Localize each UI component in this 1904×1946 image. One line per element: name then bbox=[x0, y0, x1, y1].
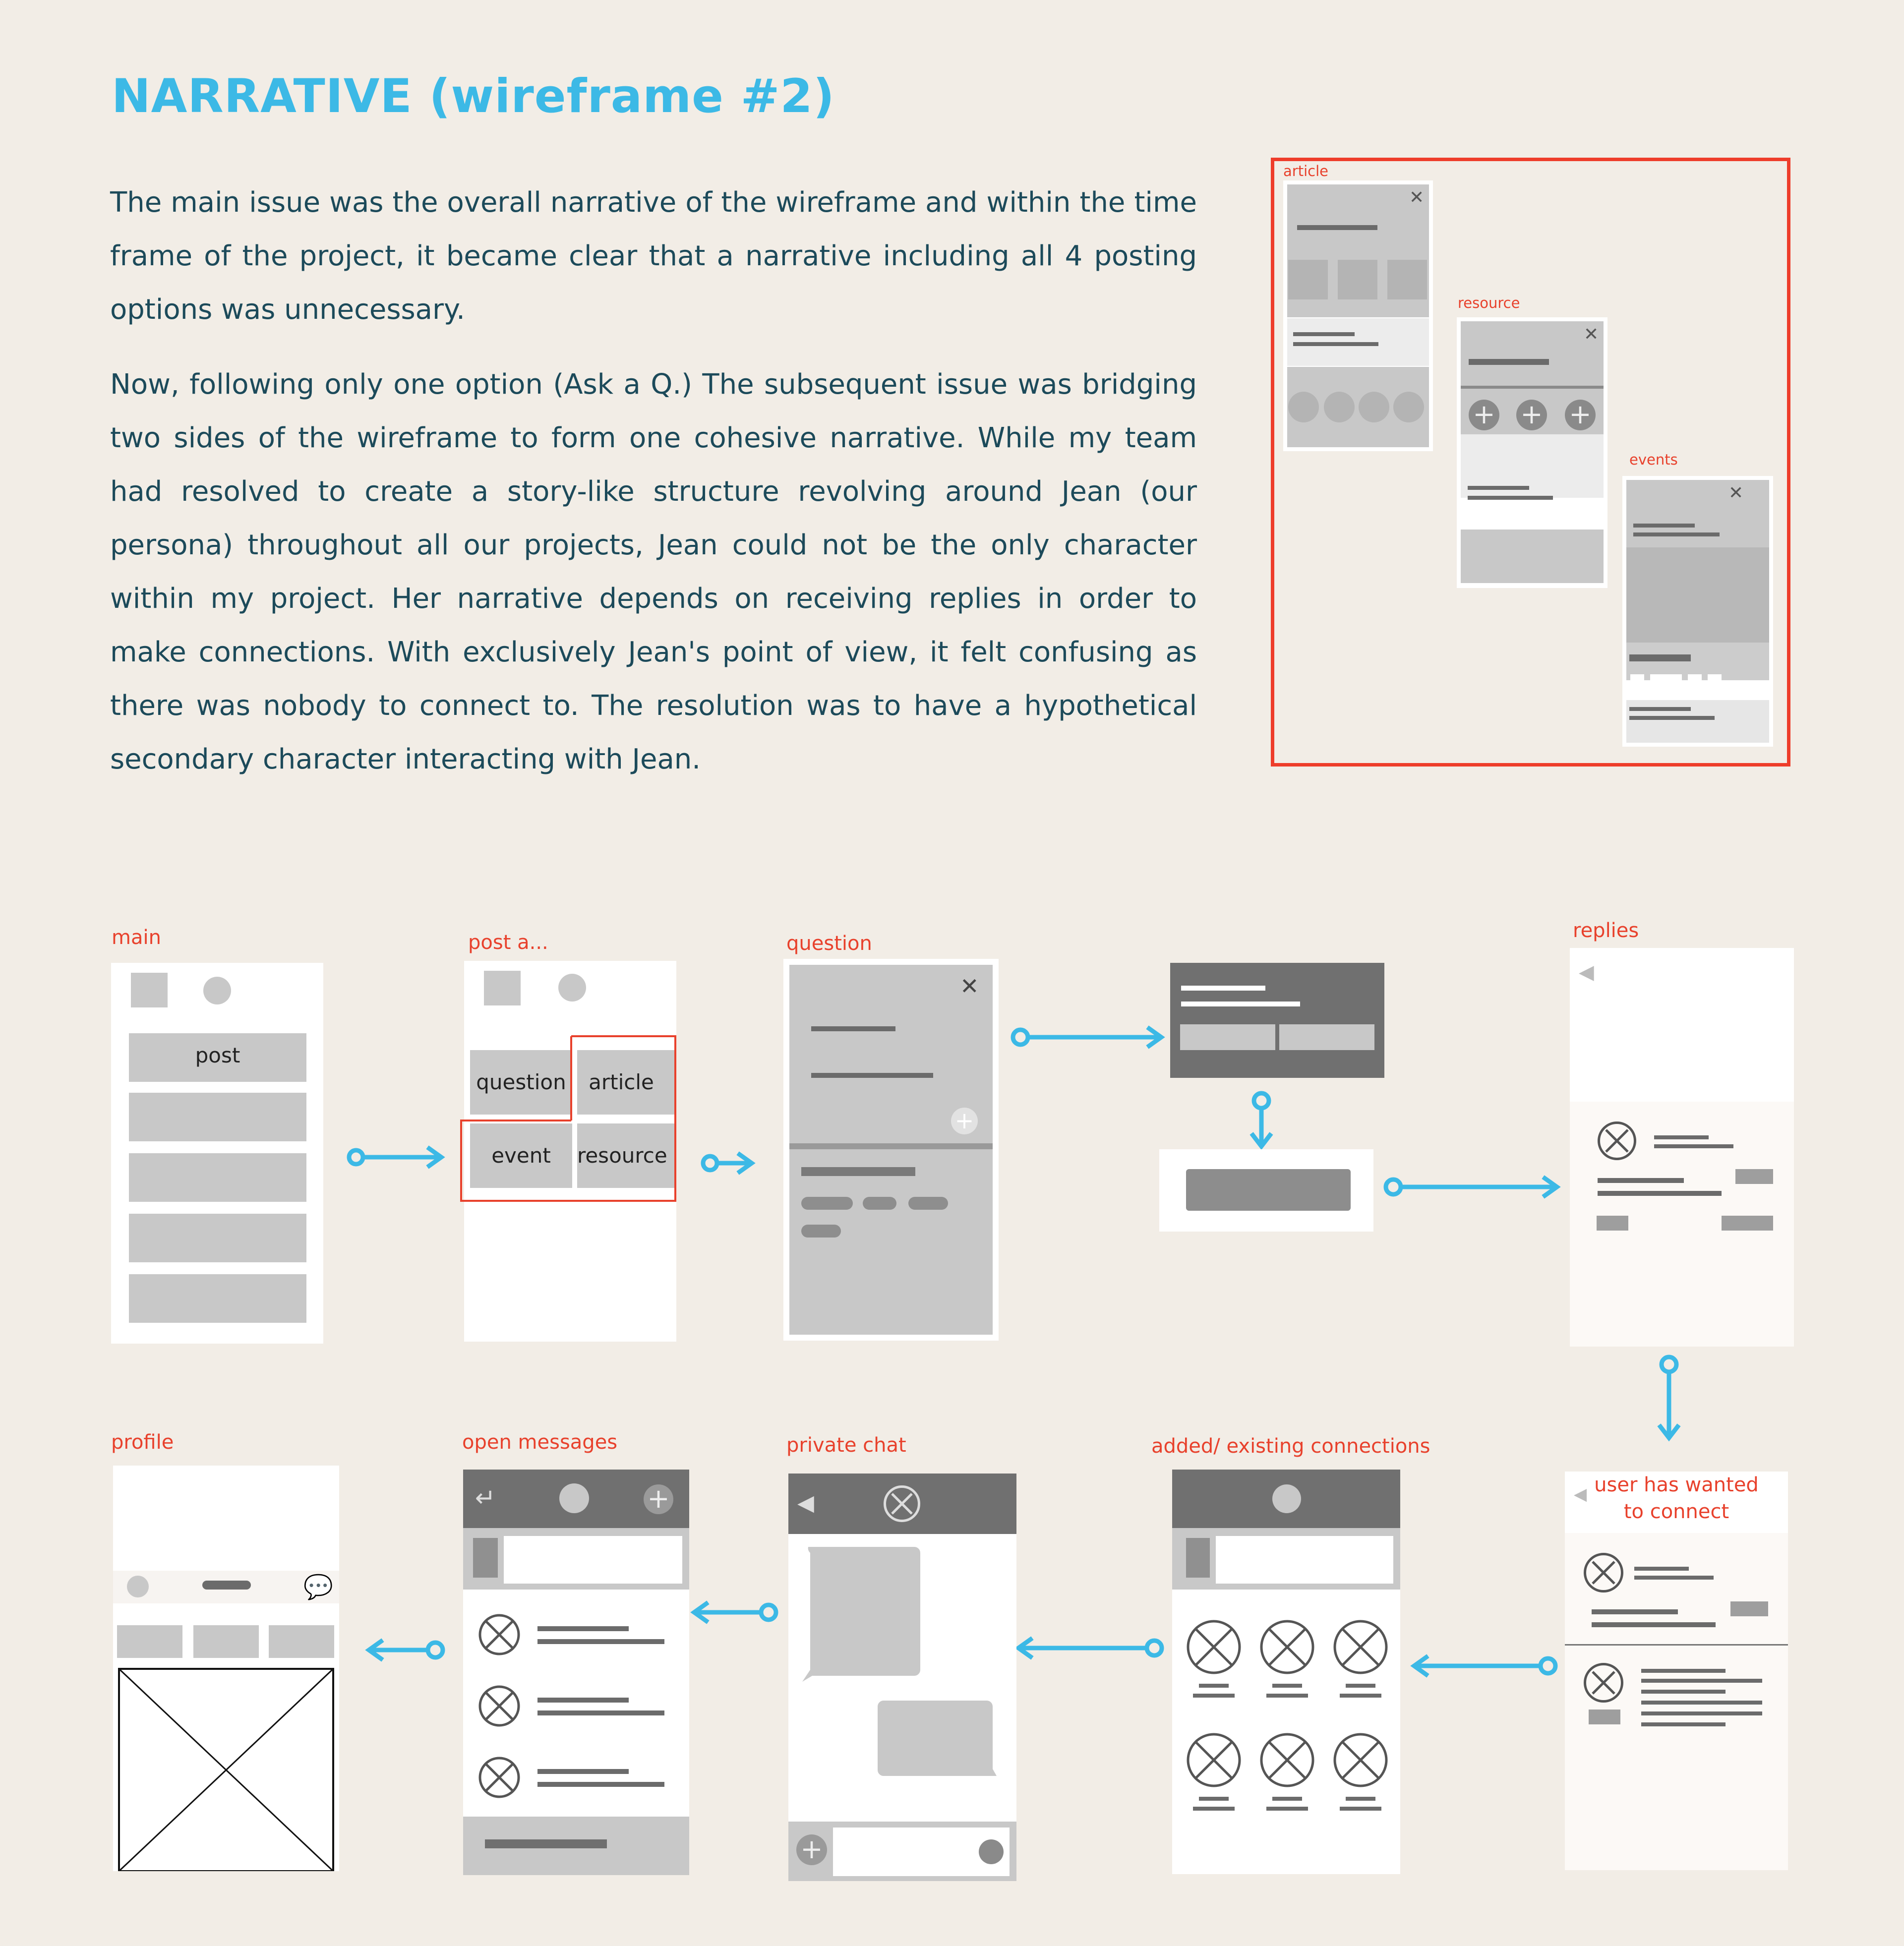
label-replies: replies bbox=[1573, 919, 1639, 942]
text-line bbox=[1199, 1684, 1229, 1688]
label-user-wanted-2: to connect bbox=[1623, 1500, 1729, 1523]
user-avatar-icon bbox=[1598, 1121, 1636, 1160]
text-line bbox=[1266, 1807, 1308, 1811]
user-avatar-icon bbox=[1186, 1619, 1242, 1675]
replies-screen bbox=[1570, 948, 1794, 1347]
user-wanted-to-connect-screen bbox=[1565, 1472, 1788, 1870]
add-icon: + bbox=[951, 1108, 978, 1134]
return-icon[interactable]: ↵ bbox=[475, 1483, 496, 1512]
user-avatar-icon bbox=[1584, 1663, 1623, 1703]
text-line bbox=[537, 1626, 629, 1631]
text-line bbox=[1266, 1694, 1308, 1698]
text-line bbox=[1346, 1797, 1375, 1801]
image-placeholder-icon bbox=[118, 1668, 334, 1871]
user-avatar-icon bbox=[1259, 1732, 1315, 1788]
page-title: NARRATIVE (wireframe #2) bbox=[112, 69, 835, 123]
close-icon: ✕ bbox=[1584, 324, 1599, 345]
option-article[interactable]: article bbox=[577, 1050, 676, 1115]
label-profile: profile bbox=[111, 1431, 174, 1454]
label-private-chat: private chat bbox=[786, 1434, 906, 1457]
label-question: question bbox=[786, 932, 872, 955]
flow-arrow bbox=[1655, 1353, 1683, 1444]
text-line bbox=[1193, 1807, 1235, 1811]
logo-placeholder bbox=[131, 973, 168, 1007]
flow-arrow bbox=[344, 1144, 447, 1170]
flow-arrow bbox=[1380, 1173, 1563, 1201]
flow-arrow bbox=[688, 1598, 781, 1626]
confirmation-panel bbox=[1159, 1149, 1373, 1232]
flow-arrow bbox=[1008, 1023, 1167, 1051]
text-line bbox=[537, 1698, 629, 1703]
option-resource[interactable]: resource bbox=[577, 1123, 676, 1188]
user-avatar-icon bbox=[1186, 1732, 1242, 1788]
question-dialog bbox=[1170, 963, 1384, 1078]
main-screen bbox=[111, 963, 323, 1344]
back-icon[interactable]: ◀ bbox=[1579, 961, 1594, 984]
text-line bbox=[537, 1639, 664, 1644]
user-avatar-icon bbox=[478, 1685, 521, 1727]
back-icon[interactable]: ◀ bbox=[1574, 1484, 1587, 1504]
user-avatar-icon bbox=[1333, 1619, 1388, 1675]
selection-outline bbox=[459, 1035, 679, 1204]
flow-arrow bbox=[1248, 1089, 1275, 1152]
flow-arrow bbox=[1012, 1634, 1167, 1662]
text-line bbox=[1193, 1694, 1235, 1698]
user-avatar-icon bbox=[1584, 1553, 1623, 1592]
profile-screen bbox=[113, 1466, 339, 1871]
add-icon[interactable]: + bbox=[644, 1484, 673, 1514]
label-connections: added/ existing connections bbox=[1151, 1435, 1430, 1458]
label-open-messages: open messages bbox=[462, 1431, 618, 1454]
paragraph-2: Now, following only one option (Ask a Q.) The subsequent issue was bridging two sides of the wireframe to form one cohesive narrative. While my team had resolved to create a story-like structure revolving around Jean (our persona) throughout all our projects, Jean could not be the only character within my project. Her narrative depends on receiving replies in order to make connections. With exclusively Jean's point of view, it felt confusing as there was nobody to connect to. The resolution was to have a hypothetical secondary character interacting with Jean. bbox=[110, 368, 1197, 775]
close-icon: ✕ bbox=[1409, 187, 1425, 208]
back-icon[interactable]: ◀ bbox=[797, 1490, 814, 1516]
avatar bbox=[127, 1576, 149, 1597]
add-icon: + bbox=[1516, 400, 1547, 430]
user-avatar-icon bbox=[1259, 1619, 1315, 1675]
add-icon[interactable]: + bbox=[796, 1834, 827, 1865]
add-icon: + bbox=[1469, 400, 1499, 430]
user-avatar-icon bbox=[1333, 1732, 1388, 1788]
user-avatar-icon bbox=[478, 1613, 521, 1656]
avatar bbox=[559, 1483, 589, 1513]
close-icon: ✕ bbox=[1728, 483, 1744, 503]
inset-label-events: events bbox=[1629, 451, 1678, 468]
text-line bbox=[1346, 1684, 1375, 1688]
text-line bbox=[537, 1769, 629, 1774]
inset-label-article: article bbox=[1283, 163, 1328, 179]
avatar bbox=[1272, 1484, 1301, 1513]
add-icon: + bbox=[1565, 400, 1596, 430]
text-line bbox=[1340, 1807, 1381, 1811]
search-input[interactable] bbox=[504, 1536, 682, 1584]
text-line bbox=[1272, 1684, 1302, 1688]
avatar bbox=[203, 977, 231, 1004]
flow-arrow bbox=[698, 1150, 758, 1176]
label-post-a: post a... bbox=[468, 931, 548, 954]
user-avatar-icon bbox=[884, 1485, 920, 1522]
text-line bbox=[537, 1710, 664, 1715]
open-messages-screen bbox=[463, 1470, 689, 1875]
question-screen bbox=[783, 959, 999, 1341]
text-line bbox=[537, 1782, 664, 1787]
label-user-wanted-1: user has wanted bbox=[1594, 1474, 1759, 1496]
post-button[interactable]: post bbox=[129, 1033, 306, 1082]
option-question[interactable]: question bbox=[470, 1050, 572, 1115]
article-wireframe bbox=[1283, 180, 1433, 451]
private-chat-screen bbox=[788, 1474, 1016, 1881]
resource-wireframe bbox=[1457, 317, 1607, 588]
paragraph-1: The main issue was the overall narrative of the wireframe and within the time frame of the project, it became clear that a narrative including all 4 posting options was unnecessary. bbox=[110, 186, 1197, 326]
label-main: main bbox=[112, 926, 161, 949]
chat-icon[interactable]: 💬 bbox=[303, 1573, 333, 1601]
text-line bbox=[1272, 1797, 1302, 1801]
text-line bbox=[1199, 1797, 1229, 1801]
message-bubble-received bbox=[802, 1547, 920, 1682]
flow-arrow bbox=[1408, 1652, 1561, 1680]
text-line bbox=[1340, 1694, 1381, 1698]
submit-button[interactable] bbox=[1186, 1169, 1351, 1211]
close-icon: ✕ bbox=[960, 973, 979, 1000]
events-wireframe bbox=[1622, 476, 1773, 747]
message-bubble-sent bbox=[878, 1701, 997, 1780]
user-avatar-icon bbox=[478, 1756, 521, 1799]
option-event[interactable]: event bbox=[470, 1123, 572, 1188]
flow-arrow bbox=[363, 1636, 448, 1664]
inset-label-resource: resource bbox=[1458, 295, 1520, 311]
